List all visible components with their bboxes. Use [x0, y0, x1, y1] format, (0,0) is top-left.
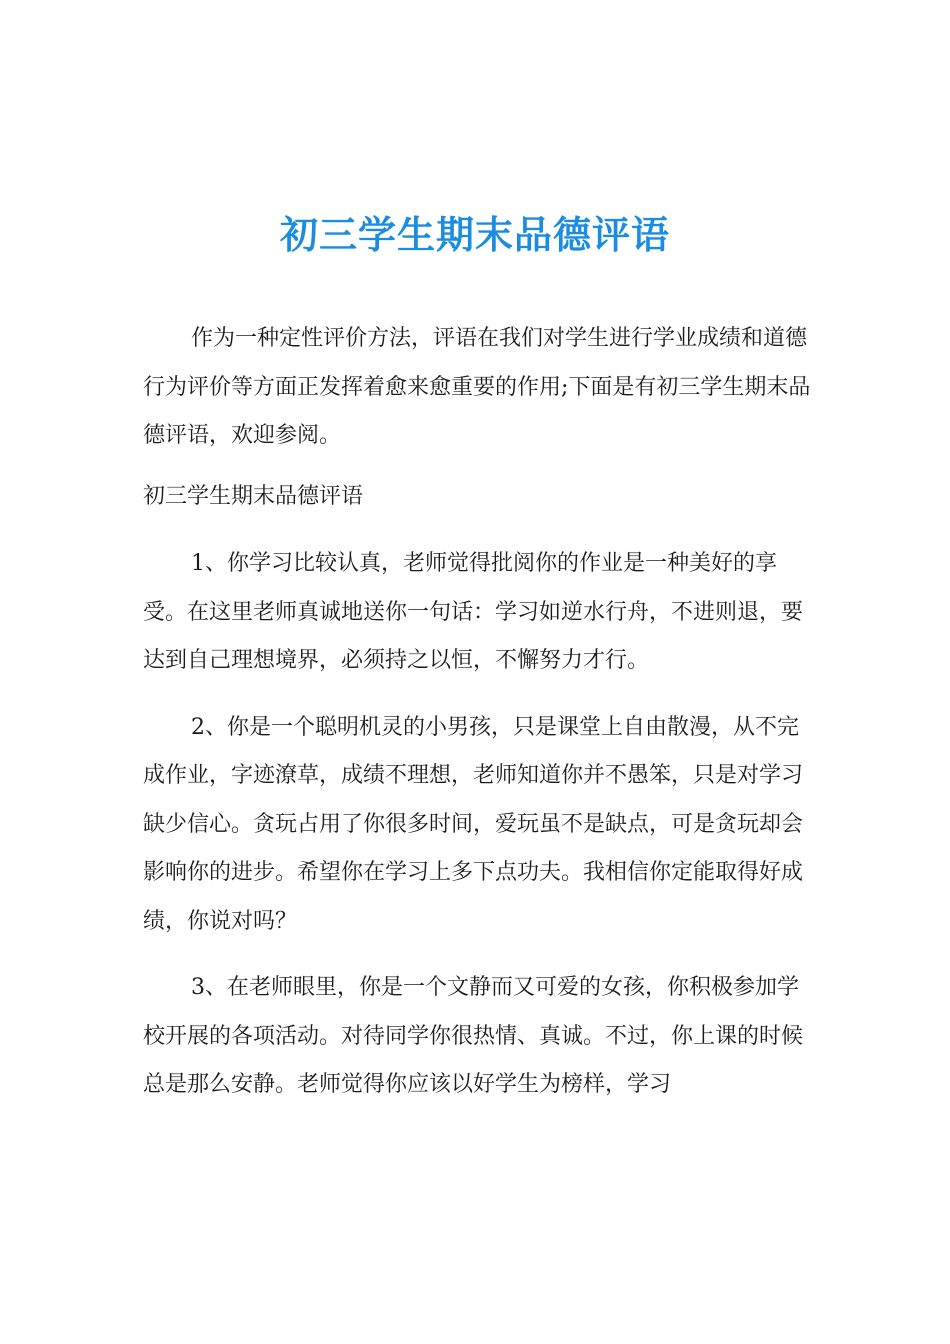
document-title: 初三学生期末品德评语	[279, 213, 670, 258]
document-body	[143, 315, 811, 1128]
intro-paragraph: 作为一种定性评价方法，评语在我们对学生进行学业成绩和道德行为评价等方面正发挥着愈来愈重要的作用;下面是有初三学生期末品德评语，欢迎参阅。	[143, 326, 811, 448]
comment-paragraph-1: 1、你学习比较认真，老师觉得批阅你的作业是一种美好的享受。在这里老师真诚地送你一句话：学习如逆水行舟，不进则退，要达到自己理想境界，必须持之以恒，不懈努力才行。	[143, 551, 804, 673]
comment-paragraph-2: 2、你是一个聪明机灵的小男孩，只是课堂上自由散漫，从不完成作业，字迹潦草，成绩不理想，老师知道你并不愚笨，只是对学习缺少信心。贪玩占用了你很多时间，爱玩虽不是缺点，可是贪玩却会影响你的进步。希望你在学习上多下点功夫。我相信你定能取得好成绩，你说对吗？	[143, 714, 804, 934]
comment-paragraph-3: 3、在老师眼里，你是一个文静而又可爱的女孩，你积极参加学校开展的各项活动。对待同学你很热情、真诚。不过，你上课的时候总是那么安静。老师觉得你应该以好学生为榜样，学习	[143, 975, 804, 1097]
section-heading: 初三学生期末品德评语	[143, 483, 364, 509]
